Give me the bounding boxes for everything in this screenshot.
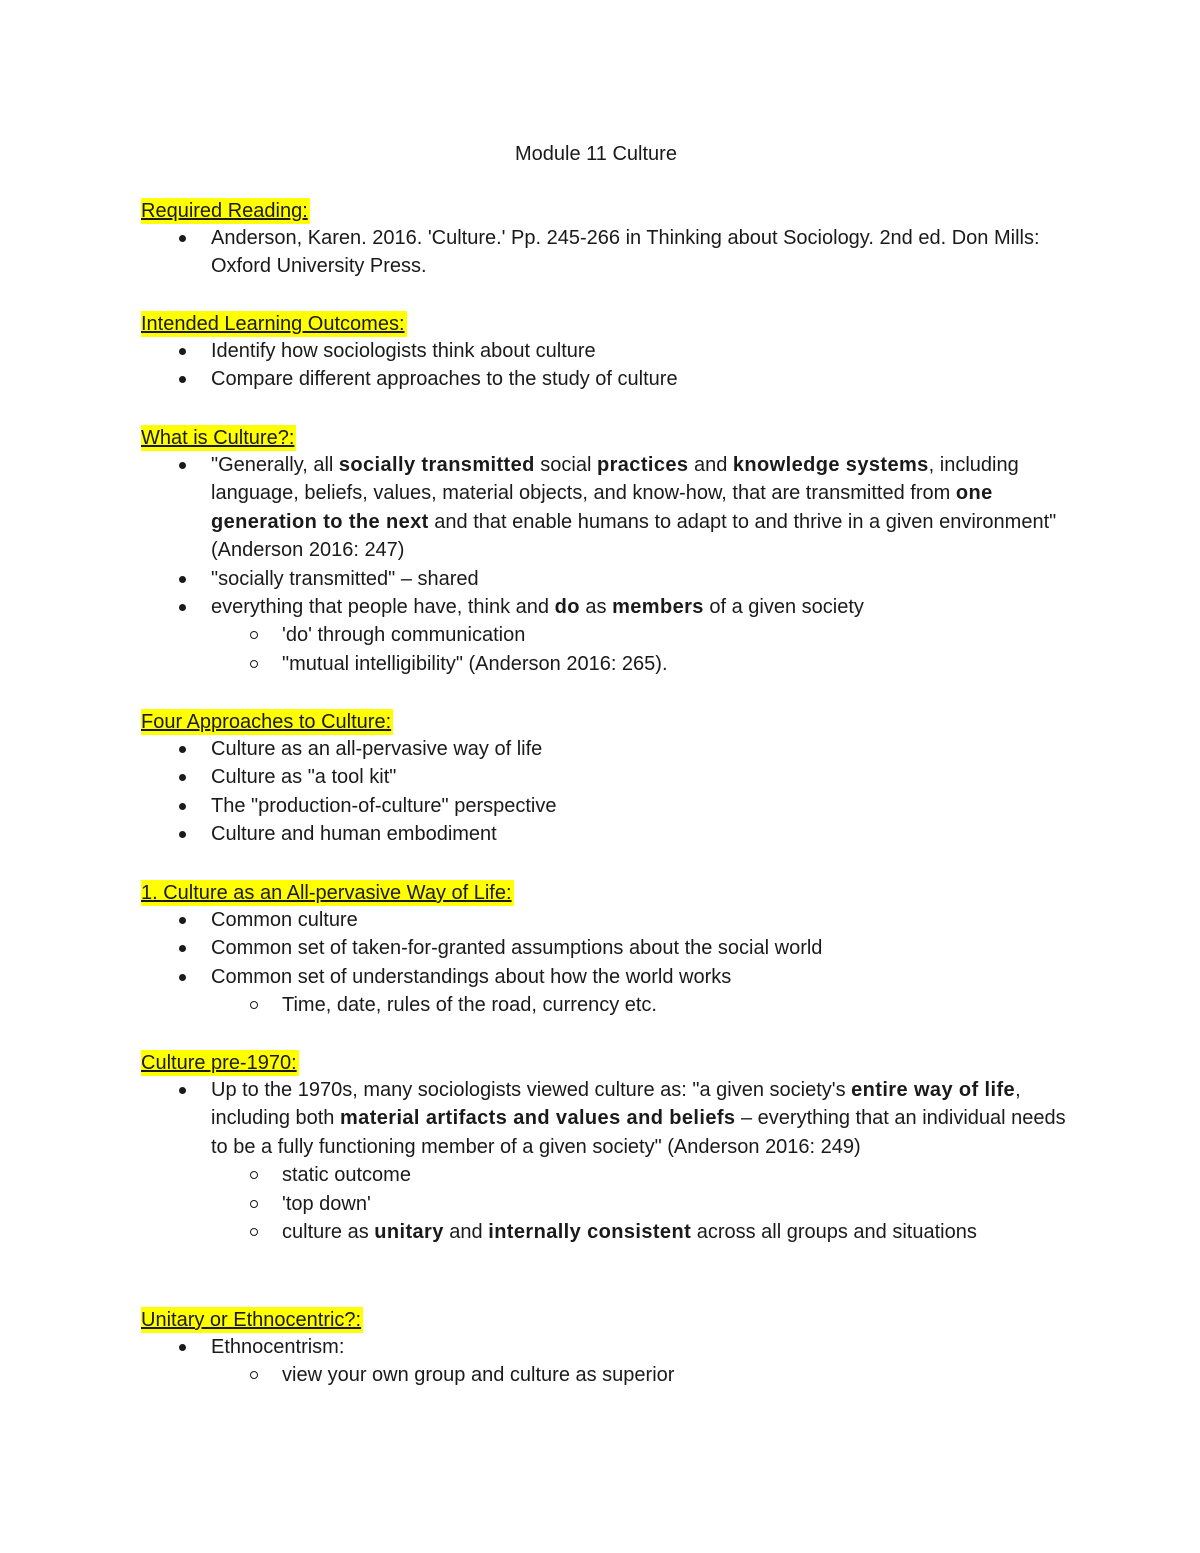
list-item: Common culture <box>141 906 1071 934</box>
list-item: Anderson, Karen. 2016. 'Culture.' Pp. 245-266 in Thinking about Sociology. 2nd ed. Don Mills: Oxford University Press. <box>141 224 1071 281</box>
list-item: "socially transmitted" – shared <box>141 565 1071 593</box>
section-heading: Four Approaches to Culture: <box>141 711 392 733</box>
section-heading: Intended Learning Outcomes: <box>141 313 405 335</box>
section-required-reading <box>141 198 1071 281</box>
sub-list-item: Time, date, rules of the road, currency etc. <box>141 991 1071 1019</box>
sub-list-item: static outcome <box>141 1161 1071 1189</box>
list-item: Culture and human embodiment <box>141 820 1071 848</box>
sub-list-item: "mutual intelligibility" (Anderson 2016: 265). <box>141 650 1071 678</box>
list-item: Culture as "a tool kit" <box>141 763 1071 791</box>
section-culture-pre-1970 <box>141 1050 1071 1246</box>
list-item: Common set of understandings about how the world works Time, date, rules of the road, currency etc. <box>141 963 1071 1020</box>
list-item: Up to the 1970s, many sociologists viewed culture as: "a given society's entire way of life, including both material artifacts and values and beliefs – everything that an individual needs to be a fully functioning member of a given society" (Anderson 2016: 249) static outcome 'top down' culture as unitary and internally consistent across all groups and situations <box>141 1076 1071 1246</box>
list-item: Identify how sociologists think about culture <box>141 337 1071 365</box>
list-item: Compare different approaches to the study of culture <box>141 365 1071 393</box>
section-what-is-culture <box>141 425 1071 678</box>
page-title: Module 11 Culture <box>515 143 677 165</box>
section-all-pervasive <box>141 880 1071 1020</box>
section-learning-outcomes <box>141 311 1071 394</box>
sub-list-item: 'do' through communication <box>141 621 1071 649</box>
sub-list-item: culture as unitary and internally consistent across all groups and situations <box>141 1218 1071 1246</box>
sub-list-item: view your own group and culture as superior <box>141 1361 1071 1389</box>
list-item: Common set of taken-for-granted assumptions about the social world <box>141 934 1071 962</box>
list-item: everything that people have, think and do as members of a given society 'do' through communication "mutual intelligibility" (Anderson 2016: 265). <box>141 593 1071 678</box>
list-item-definition: "Generally, all socially transmitted social practices and knowledge systems, including language, beliefs, values, material objects, and know-how, that are transmitted from one generation to the next and that enable humans to adapt to and thrive in a given environment" (Anderson 2016: 247) <box>141 451 1071 565</box>
list-item: Ethnocentrism: view your own group and culture as superior <box>141 1333 1071 1390</box>
sub-list-item: 'top down' <box>141 1190 1071 1218</box>
list-item: Culture as an all-pervasive way of life <box>141 735 1071 763</box>
section-heading: Required Reading: <box>141 200 308 222</box>
list-item: The "production-of-culture" perspective <box>141 792 1071 820</box>
section-heading: Unitary or Ethnocentric?: <box>141 1309 362 1331</box>
section-heading: 1. Culture as an All-pervasive Way of Life: <box>141 882 512 904</box>
section-unitary-or-ethnocentric <box>141 1307 1071 1390</box>
section-heading: What is Culture?: <box>141 427 295 449</box>
section-heading: Culture pre-1970: <box>141 1052 297 1074</box>
section-four-approaches <box>141 709 1071 849</box>
